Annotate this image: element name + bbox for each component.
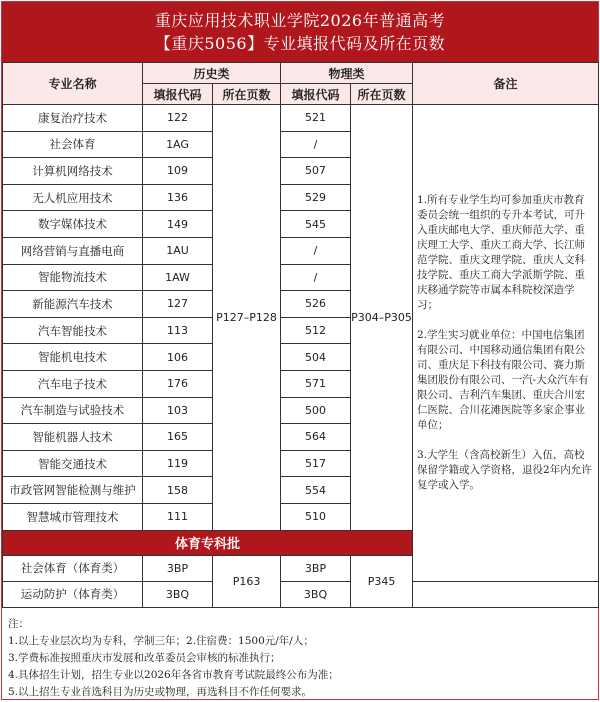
history-code: 119 bbox=[143, 450, 213, 477]
physics-code: / bbox=[281, 131, 351, 158]
major-name: 社会体育（体育类） bbox=[3, 555, 143, 581]
physics-code: 500 bbox=[281, 397, 351, 424]
physics-code: 3BQ bbox=[281, 581, 351, 607]
major-name: 网络营销与直播电商 bbox=[3, 237, 143, 264]
physics-code: 529 bbox=[281, 184, 351, 211]
major-name: 市政管网智能检测与维护 bbox=[3, 477, 143, 504]
physics-code: 507 bbox=[281, 158, 351, 185]
major-name: 智能交通技术 bbox=[3, 450, 143, 477]
header-physics-code: 填报代码 bbox=[281, 84, 351, 105]
header-history-page: 所在页数 bbox=[213, 84, 281, 105]
history-code: 122 bbox=[143, 105, 213, 132]
majors-body bbox=[3, 105, 599, 608]
title-banner bbox=[2, 2, 598, 62]
history-code: 103 bbox=[143, 397, 213, 424]
header-major: 专业名称 bbox=[3, 63, 143, 105]
physics-code: 571 bbox=[281, 370, 351, 397]
physics-code: 504 bbox=[281, 344, 351, 371]
major-name: 汽车制造与试验技术 bbox=[3, 397, 143, 424]
footnote-line: 5.以上招生专业首选科目为历史或物理，再选科目不作任何要求。 bbox=[8, 685, 313, 698]
note-item: 1.所有专业学生均可参加重庆市教育委员会统一组织的专升本考试，可升入重庆邮电大学、重庆师范大学、重庆理工大学、重庆工商大学、长江师范学院、重庆文理学院、重庆人文科技学院、重庆工商大学派斯学院、重庆移通学院等市属本科院校深造学习； bbox=[417, 193, 586, 311]
physics-page-range: P304–P305 bbox=[351, 105, 413, 531]
majors-table bbox=[2, 62, 599, 608]
physics-code: 545 bbox=[281, 211, 351, 238]
physics-code: / bbox=[281, 264, 351, 291]
footnote-line: 3.学费标准按照重庆市发展和改革委员会审核的标准执行； bbox=[8, 651, 281, 664]
major-name: 智能机电技术 bbox=[3, 344, 143, 371]
physics-code: 521 bbox=[281, 105, 351, 132]
major-name: 社会体育 bbox=[3, 131, 143, 158]
history-code: 127 bbox=[143, 291, 213, 318]
physics-code: 526 bbox=[281, 291, 351, 318]
major-name: 汽车电子技术 bbox=[3, 370, 143, 397]
history-code: 176 bbox=[143, 370, 213, 397]
physics-code: 510 bbox=[281, 503, 351, 530]
major-name: 数字媒体技术 bbox=[3, 211, 143, 238]
note-item: 3.大学生（含高校新生）入伍，高校保留学籍或入学资格，退役2年内允许复学或入学。 bbox=[417, 448, 592, 491]
history-code: 111 bbox=[143, 503, 213, 530]
admissions-sheet bbox=[1, 1, 599, 700]
major-name: 智慧城市管理技术 bbox=[3, 503, 143, 530]
major-name: 新能源汽车技术 bbox=[3, 291, 143, 318]
history-code: 106 bbox=[143, 344, 213, 371]
physics-code: 564 bbox=[281, 424, 351, 451]
major-name: 运动防护（体育类） bbox=[3, 581, 143, 607]
major-name: 康复治疗技术 bbox=[3, 105, 143, 132]
history-page-range: P127–P128 bbox=[213, 105, 281, 531]
history-code: 1AW bbox=[143, 264, 213, 291]
physics-code: 517 bbox=[281, 450, 351, 477]
footnote-line: 4.具体招生计划，招生专业以2026年各省市教育考试院最终公布为准； bbox=[8, 668, 339, 681]
physics-code: 3BP bbox=[281, 555, 351, 581]
major-name: 计算机网络技术 bbox=[3, 158, 143, 185]
title-line-1: 重庆应用技术职业学院2026年普通高考 bbox=[154, 11, 446, 30]
major-name: 智能物流技术 bbox=[3, 264, 143, 291]
history-code: 158 bbox=[143, 477, 213, 504]
physics-code: / bbox=[281, 237, 351, 264]
footnote-line: 1.以上专业层次均为专科，学制三年；2.住宿费：1500元/年/人； bbox=[8, 634, 314, 647]
physics-page-range: P345 bbox=[351, 555, 413, 607]
header-physics-page: 所在页数 bbox=[351, 84, 413, 105]
physics-code: 554 bbox=[281, 477, 351, 504]
notes-cell bbox=[413, 105, 599, 582]
physics-code: 512 bbox=[281, 317, 351, 344]
history-code: 1AG bbox=[143, 131, 213, 158]
history-page-range: P163 bbox=[213, 555, 281, 607]
sports-section-label: 体育专科批 bbox=[3, 530, 413, 555]
notes-cell-filler bbox=[413, 581, 599, 607]
history-code: 3BQ bbox=[143, 581, 213, 607]
history-code: 136 bbox=[143, 184, 213, 211]
title-line-2: 【重庆5056】专业填报代码及所在页数 bbox=[154, 34, 446, 53]
history-code: 165 bbox=[143, 424, 213, 451]
header-notes: 备注 bbox=[413, 63, 599, 105]
footnote-line: 注： bbox=[8, 617, 29, 630]
note-item: 2.学生实习就业单位：中国电信集团有限公司、中国移动通信集团有限公司、重庆足下科技有限公司、赛力斯集团股份有限公司、一汽-大众汽车有限公司、吉利汽车集团、重庆合川宏仁医院、合川花滩医院等多家企事业单位； bbox=[417, 328, 589, 431]
history-code: 1AU bbox=[143, 237, 213, 264]
major-name: 智能机器人技术 bbox=[3, 424, 143, 451]
history-code: 149 bbox=[143, 211, 213, 238]
header-physics: 物理类 bbox=[281, 63, 413, 84]
history-code: 3BP bbox=[143, 555, 213, 581]
major-name: 汽车智能技术 bbox=[3, 317, 143, 344]
header-history-code: 填报代码 bbox=[143, 84, 213, 105]
header-history: 历史类 bbox=[143, 63, 281, 84]
table-row bbox=[3, 581, 599, 607]
major-name: 无人机应用技术 bbox=[3, 184, 143, 211]
table-row bbox=[3, 105, 599, 132]
history-code: 113 bbox=[143, 317, 213, 344]
footnotes bbox=[2, 608, 598, 701]
history-code: 109 bbox=[143, 158, 213, 185]
